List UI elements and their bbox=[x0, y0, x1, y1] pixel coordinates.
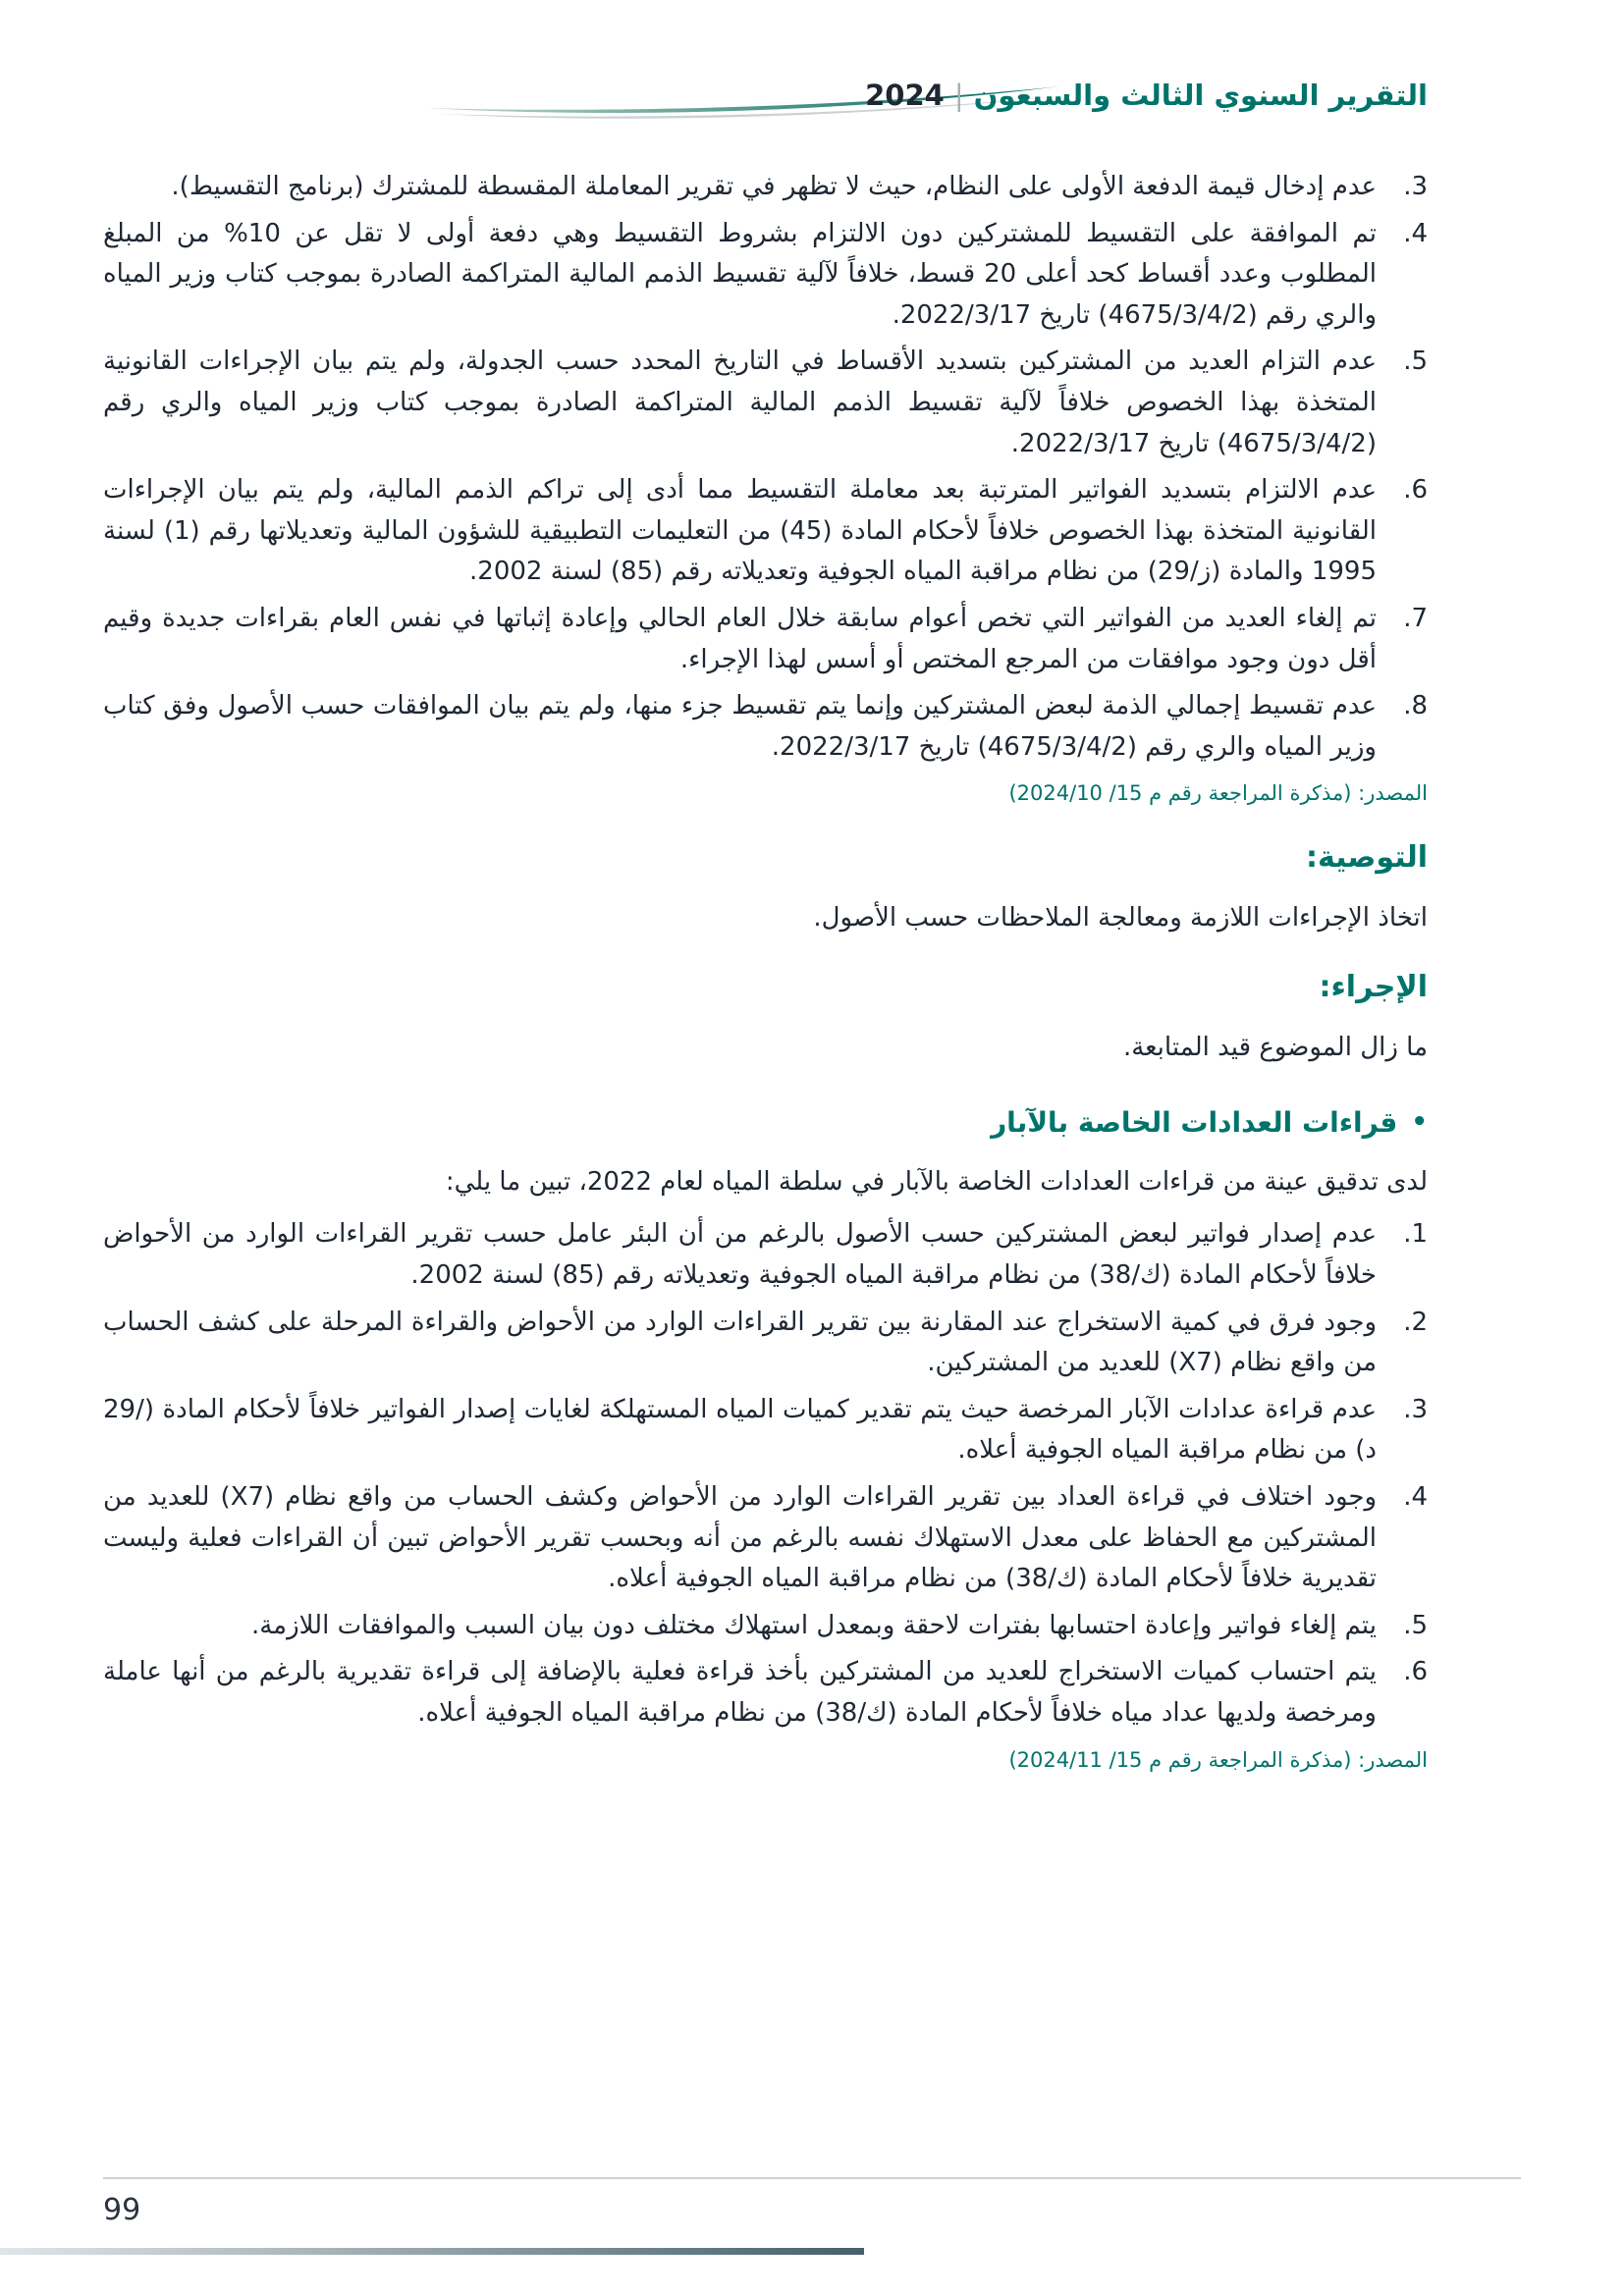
list-item-number: 6. bbox=[1403, 475, 1428, 506]
list-item-text: وجود اختلاف في قراءة العداد بين تقرير القراءات الوارد من الأحواض وكشف الحساب من واقع نظام (X7) للعديد من المشتركين مع الحفاظ على معدل الاستهلاك نفسه بالرغم من أنه وبحسب تقرير الأحواض تبين أن القراءات فعلية وليست تقديرية خلافاً لأحكام المادة (⁦38/ك⁩) من نظام مراقبة المياه الجوفية أعلاه. bbox=[103, 1482, 1378, 1594]
list-item bbox=[103, 342, 1428, 464]
source-note: المصدر: (مذكرة المراجعة رقم م 15/ 2024/11) bbox=[1008, 1747, 1428, 1772]
list-item bbox=[103, 1652, 1428, 1734]
recommendation-body: اتخاذ الإجراءات اللازمة ومعالجة الملاحظات حسب الأصول. bbox=[813, 902, 1428, 933]
list-item bbox=[103, 1606, 1428, 1647]
list-item bbox=[103, 599, 1428, 680]
recommendation-heading: التوصية: bbox=[1305, 839, 1428, 875]
list-item-number: 1. bbox=[1403, 1219, 1428, 1250]
list-item bbox=[103, 1390, 1428, 1471]
list-item-text: عدم تقسيط إجمالي الذمة لبعض المشتركين وإنما يتم تقسيط جزء منها، ولم يتم بيان الموافقات حسب الأصول وفق كتاب وزير المياه والري رقم (4675/3/4/2) تاريخ 2022/3/17. bbox=[103, 691, 1377, 762]
list-item bbox=[103, 686, 1428, 768]
list-item bbox=[103, 1303, 1428, 1384]
list-item-text: عدم قراءة عدادات الآبار المرخصة حيث يتم تقدير كميات المياه المستهلكة لغايات إصدار الفواتير خلافاً لأحكام المادة (⁦29/د⁩) من نظام مراقبة المياه الجوفية أعلاه. bbox=[103, 1394, 1377, 1466]
wells-heading-text: قراءات العدادات الخاصة بالآبار bbox=[991, 1105, 1398, 1139]
list-item-number: 6. bbox=[1403, 1657, 1428, 1687]
action-body: ما زال الموضوع قيد المتابعة. bbox=[1122, 1033, 1428, 1063]
list-item-number: 2. bbox=[1403, 1307, 1428, 1337]
wells-findings-list bbox=[103, 1214, 1428, 1775]
installments-findings-list bbox=[103, 167, 1428, 809]
list-item-text: وجود فرق في كمية الاستخراج عند المقارنة بين تقرير القراءات الوارد من الأحواض والقراءة المرحلة على كشف الحساب من واقع نظام (X7) للعديد من المشتركين. bbox=[103, 1307, 1377, 1378]
list-item-text: تم إلغاء العديد من الفواتير التي تخص أعوام سابقة خلال العام الحالي وإعادة إثباتها في نفس العام بقراءات جديدة وقيم أقل دون وجود موافقات من المرجع المختص أو أسس لهذا الإجراء. bbox=[103, 603, 1377, 674]
list-item-number: 3. bbox=[1403, 172, 1428, 201]
list-item-number: 3. bbox=[1403, 1394, 1428, 1424]
list-item-number: 4. bbox=[1403, 218, 1428, 248]
page-number: 99 bbox=[103, 2193, 141, 2227]
list-item-text: عدم إصدار فواتير لبعض المشتركين حسب الأصول بالرغم من أن البئر عامل حسب تقرير القراءات الوارد من الأحواض خلافاً لأحكام المادة (⁦38/ك⁩) من نظام مراقبة المياه الجوفية وتعديلاته رقم (85) لسنة 2002. bbox=[103, 1219, 1377, 1291]
bullet-icon: • bbox=[1411, 1107, 1428, 1138]
list-item-text: تم الموافقة على التقسيط للمشتركين دون الالتزام بشروط التقسيط وهي دفعة أولى لا تقل عن 10% من المبلغ المطلوب وعدد أقساط كحد أعلى 20 قسط، خلافاً لآلية تقسيط الذمم المالية المتراكمة الصادرة بموجب كتاب وزير المياه والري رقم (4675/3/4/2) تاريخ 2022/3/17. bbox=[103, 218, 1377, 330]
page-content bbox=[103, 167, 1428, 1775]
footer-accent-bar bbox=[0, 2248, 864, 2255]
list-item-text: يتم إلغاء فواتير وإعادة احتسابها بفترات لاحقة وبمعدل استهلاك مختلف دون بيان السبب والموافقات اللازمة. bbox=[250, 1610, 1377, 1640]
list-item bbox=[103, 1214, 1428, 1296]
source-note: المصدر: (مذكرة المراجعة رقم م 15/ 2024/10) bbox=[1008, 781, 1428, 806]
list-item-number: 5. bbox=[1403, 347, 1428, 377]
list-item-text: عدم الالتزام بتسديد الفواتير المترتبة بعد معاملة التقسيط مما أدى إلى تراكم الذمم المالية، ولم يتم بيان الإجراءات القانونية المتخذة بهذا الخصوص خلافاً لأحكام المادة (45) من التعليمات التطبيقية للشؤون المالية وتعديلاتها رقم (1) لسنة 1995 والمادة (⁦29/ز⁩) من نظام مراقبة المياه الجوفية وتعديلاته رقم (85) لسنة 2002. bbox=[103, 475, 1377, 587]
footer-divider bbox=[103, 2177, 1521, 2179]
title-separator: | bbox=[953, 79, 964, 112]
wells-section-heading bbox=[103, 1106, 1428, 1139]
action-heading: الإجراء: bbox=[1319, 970, 1428, 1005]
report-title-text: التقرير السنوي الثالث والسبعون bbox=[973, 79, 1428, 112]
report-title bbox=[865, 79, 1428, 112]
list-item-number: 8. bbox=[1403, 691, 1428, 721]
list-item bbox=[103, 167, 1428, 208]
report-year: 2024 bbox=[865, 79, 945, 112]
list-item-number: 4. bbox=[1403, 1482, 1428, 1513]
list-item-text: عدم إدخال قيمة الدفعة الأولى على النظام، حيث لا تظهر في تقرير المعاملة المقسطة للمشترك (برنامج التقسيط). bbox=[171, 172, 1377, 201]
list-item bbox=[103, 470, 1428, 593]
list-item bbox=[103, 1477, 1428, 1600]
page-header bbox=[103, 79, 1428, 126]
wells-intro: لدى تدقيق عينة من قراءات العدادات الخاصة بالآبار في سلطة المياه لعام 2022، تبين ما يلي: bbox=[445, 1166, 1428, 1197]
list-item bbox=[103, 214, 1428, 337]
list-item-text: عدم التزام العديد من المشتركين بتسديد الأقساط في التاريخ المحدد حسب الجدولة، ولم يتم بيان الإجراءات القانونية المتخذة بهذا الخصوص خلافاً لآلية تقسيط الذمم المالية المتراكمة الصادرة بموجب كتاب وزير المياه والري رقم (4675/3/4/2) تاريخ 2022/3/17. bbox=[103, 347, 1377, 458]
list-item-number: 5. bbox=[1403, 1610, 1428, 1640]
list-item-text: يتم احتساب كميات الاستخراج للعديد من المشتركين بأخذ قراءة فعلية بالإضافة إلى قراءة تقديرية بالرغم من أنها عاملة ومرخصة ولديها عداد مياه خلافاً لأحكام المادة (⁦38/ك⁩) من نظام مراقبة المياه الجوفية أعلاه. bbox=[103, 1657, 1377, 1729]
list-item-number: 7. bbox=[1403, 603, 1428, 633]
